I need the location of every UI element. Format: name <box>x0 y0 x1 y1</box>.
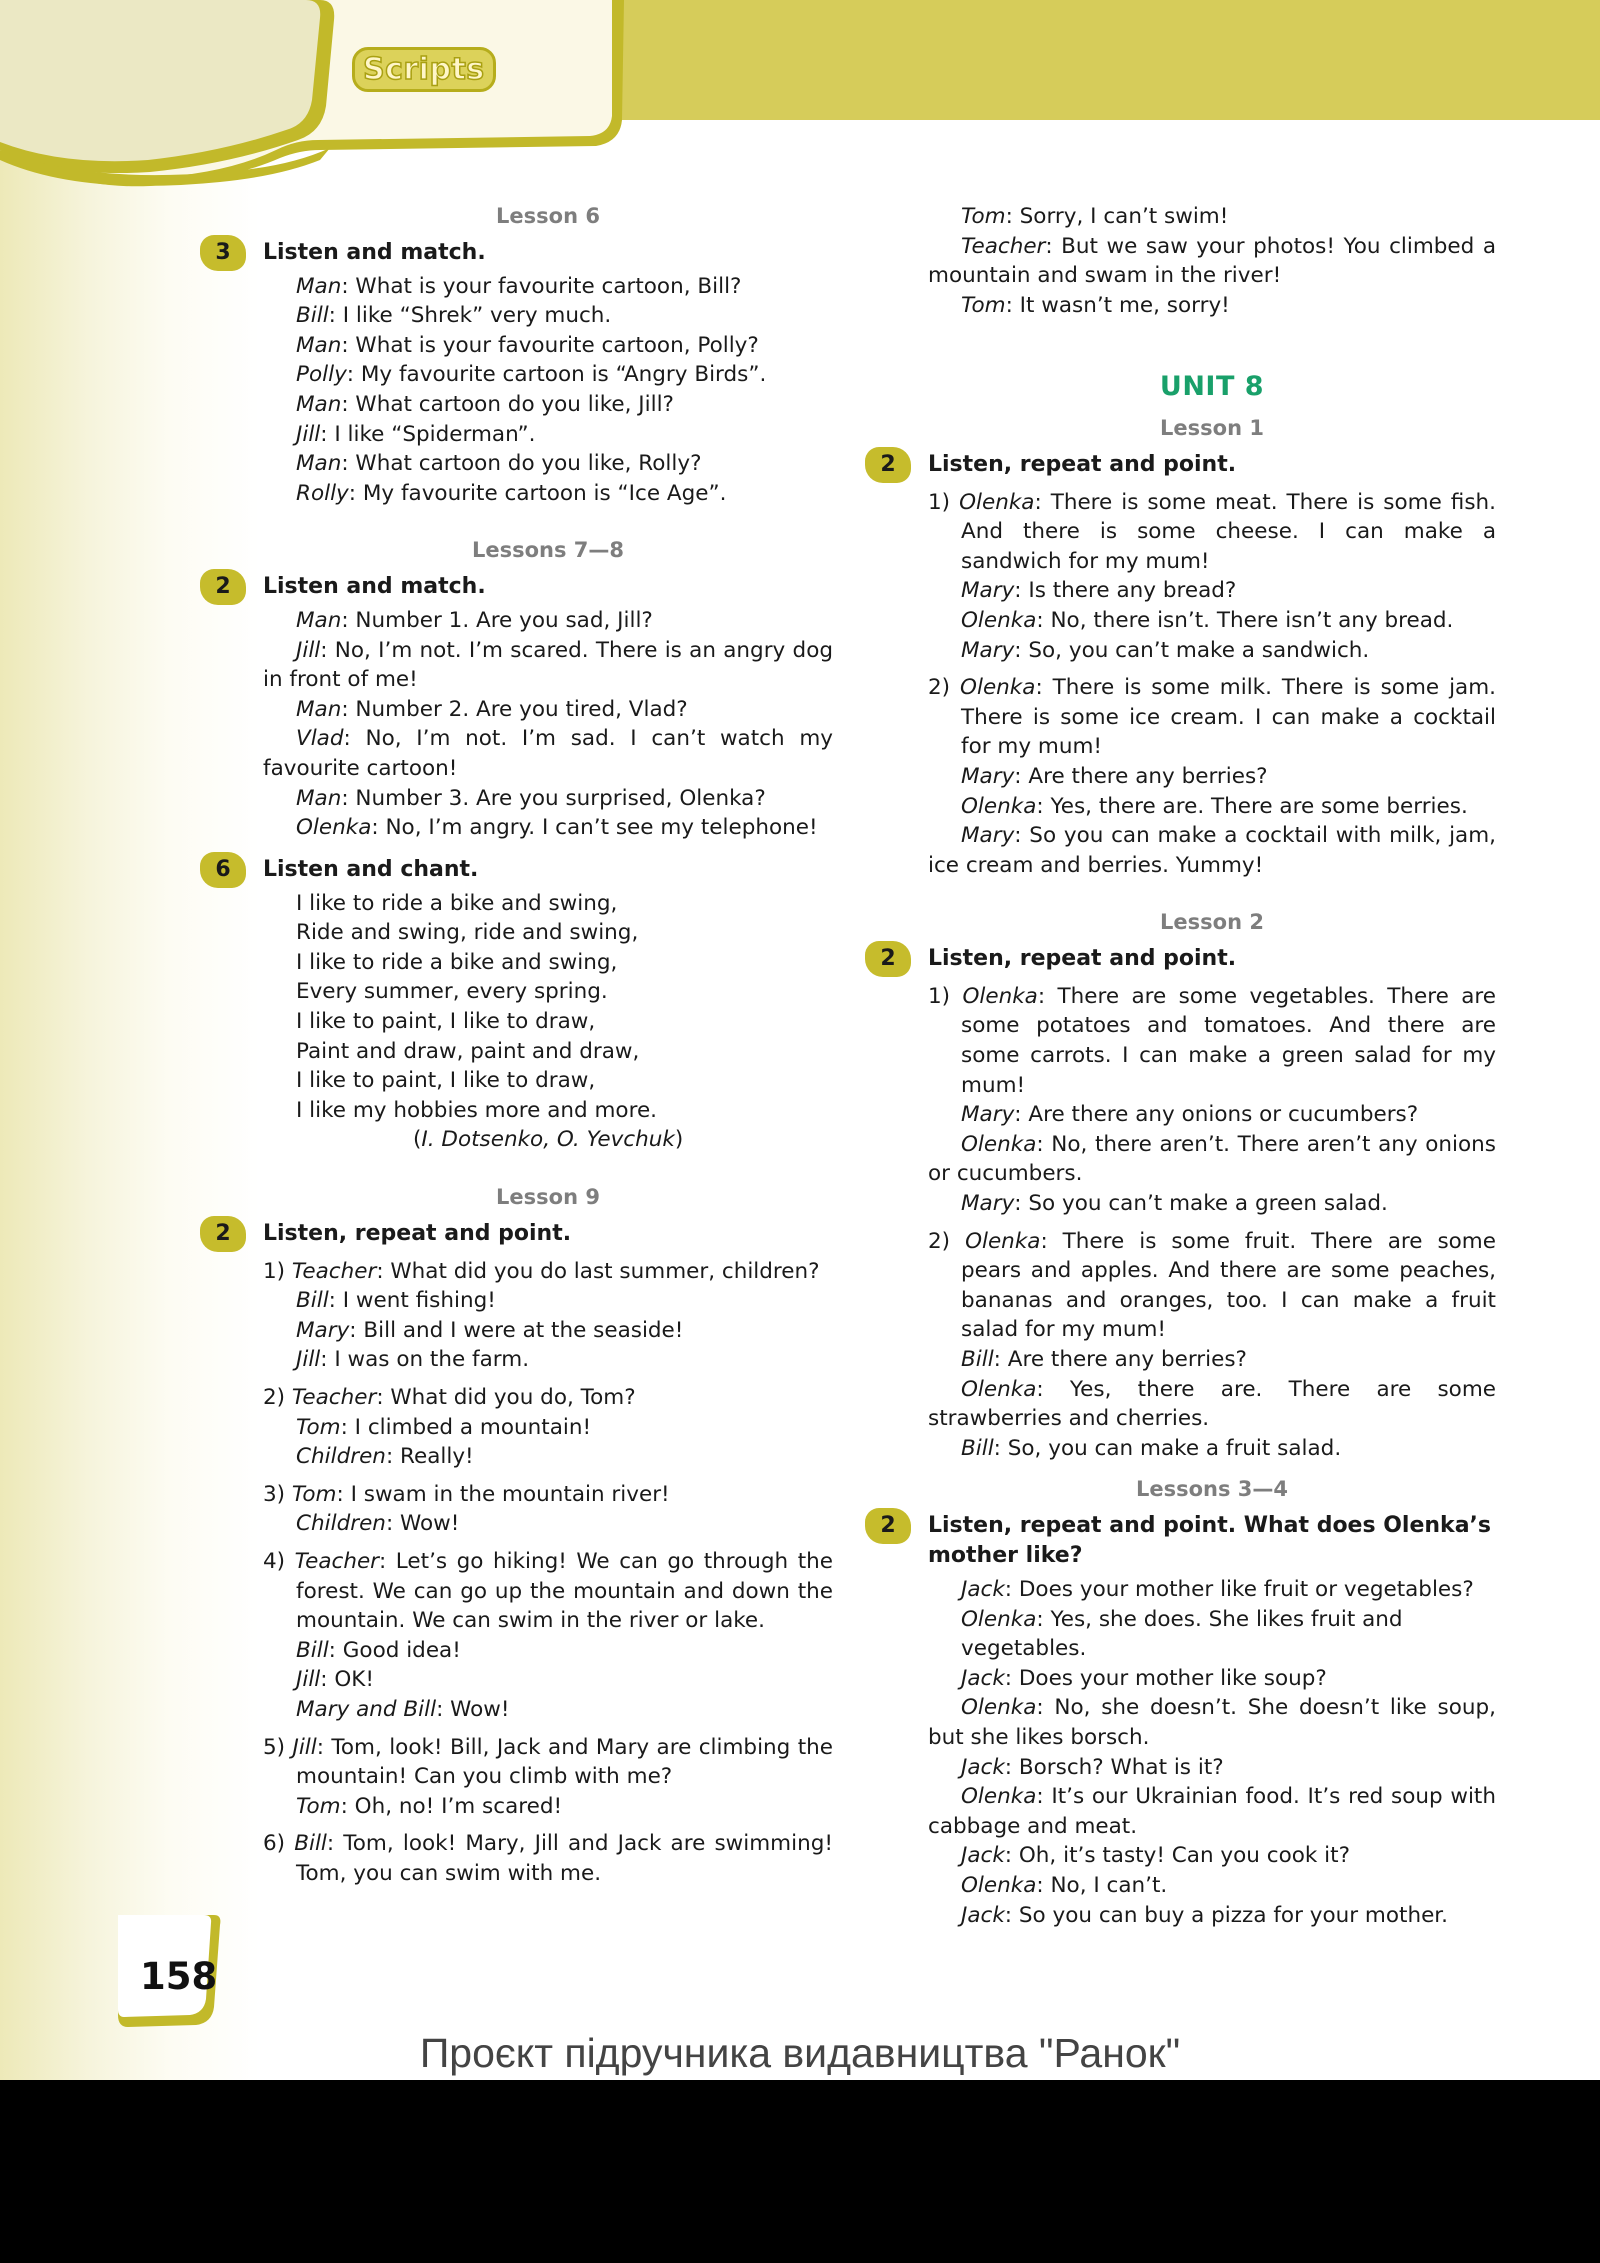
task-heading <box>215 238 833 268</box>
dialogue-line: 4) Teacher: Let’s go hiking! We can go through the forest. We can go up the mountain and down the mountain. We can swim in the river or lake. <box>263 1548 833 1634</box>
chant-line: Paint and draw, paint and draw, <box>296 1038 640 1064</box>
dialogue-line: Olenka: No, I’m angry. I can’t see my telephone! <box>296 815 818 841</box>
dialogue-line: 5) Jill: Tom, look! Bill, Jack and Mary are climbing the mountain! Can you climb with me? <box>263 1734 834 1790</box>
dialogue-line: 3) Tom: I swam in the mountain river! <box>263 1481 670 1507</box>
left-column <box>215 202 834 1889</box>
dialogue-line: Olenka: Yes, there are. There are some berries. <box>961 793 1468 819</box>
task-title: Listen, repeat and point. <box>263 1220 572 1246</box>
task-title: Listen, repeat and point. <box>928 945 1237 971</box>
chant-line: I like to ride a bike and swing, <box>296 890 618 916</box>
numbered-item <box>928 1227 1496 1464</box>
task-heading <box>215 1219 833 1249</box>
dialogue-line: 2) Olenka: There is some fruit. There are some pears and apples. And there are some peaches, bananas and oranges, too. I can make a fruit salad for my mum! <box>928 1228 1496 1343</box>
dialogue-line: Jack: Does your mother like soup? <box>961 1665 1327 1691</box>
task-number-badge: 2 <box>200 1216 246 1252</box>
task-title: Listen, repeat and point. <box>928 451 1237 477</box>
numbered-item <box>263 1547 833 1725</box>
task-heading <box>215 855 833 885</box>
dialogue-line: Man: Number 2. Are you tired, Vlad? <box>296 696 688 722</box>
lesson-heading: Lesson 6 <box>496 204 600 228</box>
numbered-item <box>263 1733 833 1822</box>
dialogue-line: Man: Number 1. Are you sad, Jill? <box>296 607 653 633</box>
dialogue-line: Olenka: Yes, there are. There are some strawberries and cherries. <box>928 1376 1496 1432</box>
dialogue-line: Mary: So you can make a cocktail with milk, jam, ice cream and berries. Yummy! <box>928 823 1496 878</box>
lesson-heading: Lesson 9 <box>496 1185 600 1210</box>
dialogue-line: 1) Teacher: What did you do last summer, children? <box>263 1258 820 1284</box>
task-number-badge: 2 <box>200 569 246 605</box>
dialogue-line: Polly: My favourite cartoon is “Angry Birds”. <box>296 362 767 388</box>
chant-line: I like to ride a bike and swing, <box>296 949 618 975</box>
chant-line: I like to paint, I like to draw, <box>296 1068 596 1094</box>
dialogue-line: Bill: I like “Shrek” very much. <box>296 303 612 329</box>
task-number-badge: 3 <box>200 235 246 271</box>
dialogue-line: Tom: I climbed a mountain! <box>296 1414 592 1440</box>
dialogue-line: Mary: So you can’t make a green salad. <box>961 1191 1388 1217</box>
dialogue-line: Jack: Borsch? What is it? <box>961 1754 1224 1780</box>
dialogue-line: Jack: So you can buy a pizza for your mother. <box>961 1902 1449 1928</box>
dialogue-line: Man: What is your favourite cartoon, Bill? <box>296 273 742 299</box>
bottom-blank-area <box>0 2080 1600 2263</box>
right-column <box>880 202 1496 1930</box>
chant-line: I like my hobbies more and more. <box>296 1097 658 1123</box>
dialogue-line: Olenka: No, there aren’t. There aren’t any onions or cucumbers. <box>928 1131 1496 1187</box>
dialogue <box>263 606 833 843</box>
dialogue-line: Tom: It wasn’t me, sorry! <box>961 292 1230 318</box>
dialogue-line: Vlad: No, I’m not. I’m sad. I can’t watch my favourite cartoon! <box>263 726 833 781</box>
task-title: Listen, repeat and point. What does Olenka’s mother like? <box>928 1512 1491 1568</box>
dialogue-line: 1) Olenka: There is some meat. There is some fish. And there is some cheese. I can make a sandwich for my mum! <box>928 489 1496 574</box>
lesson-heading: Lessons 7—8 <box>471 538 625 563</box>
task-heading <box>880 1511 1496 1571</box>
dialogue-line: 2) Teacher: What did you do, Tom? <box>263 1385 636 1410</box>
dialogue-line: 2) Olenka: There is some milk. There is some jam. There is some ice cream. I can make a cocktail for my mum! <box>928 675 1496 760</box>
chant-line: Ride and swing, ride and swing, <box>296 920 639 946</box>
dialogue-line: Mary: Is there any bread? <box>961 578 1237 604</box>
task-heading <box>880 944 1496 974</box>
task-heading <box>215 572 833 602</box>
dialogue <box>263 272 833 509</box>
dialogue-line: Jill: I like “Spiderman”. <box>296 421 536 447</box>
unit-title: UNIT 8 <box>1159 371 1265 403</box>
chant-line: Every summer, every spring. <box>296 979 608 1005</box>
dialogue-line: Jack: Oh, it’s tasty! Can you cook it? <box>961 1843 1350 1869</box>
dialogue-line: Olenka: Yes, she does. She likes fruit and vegetables. <box>961 1606 1403 1662</box>
lesson-heading: Lessons 3—4 <box>1135 1477 1289 1502</box>
dialogue-line: Jack: Does your mother like fruit or vegetables? <box>961 1576 1474 1602</box>
dialogue-line: Bill: Good idea! <box>296 1637 461 1663</box>
task-title: Listen and match. <box>263 573 486 599</box>
lesson-heading: Lesson 1 <box>1160 415 1264 440</box>
dialogue-line: Man: What cartoon do you like, Rolly? <box>296 451 702 477</box>
dialogue-line: Children: Really! <box>296 1444 474 1470</box>
dialogue-line: Olenka: It’s our Ukrainian food. It’s red soup with cabbage and meat. <box>928 1784 1496 1839</box>
numbered-item <box>263 1829 833 1888</box>
dialogue-line: 1) Olenka: There are some vegetables. There are some potatoes and tomatoes. And there are some carrots. I can make a green salad for my mum! <box>928 983 1496 1098</box>
numbered-item <box>928 982 1496 1219</box>
dialogue-line: Bill: Are there any berries? <box>961 1347 1247 1372</box>
dialogue-line: Rolly: My favourite cartoon is “Ice Age”. <box>296 480 727 506</box>
task-title: Listen and chant. <box>263 856 479 882</box>
numbered-item <box>928 488 1496 666</box>
dialogue-line: Jill: No, I’m not. I’m scared. There is an angry dog in front of me! <box>263 637 833 693</box>
dialogue-line: Olenka: No, I can’t. <box>961 1872 1168 1898</box>
task-number-badge: 2 <box>865 1508 911 1544</box>
task-number-badge: 2 <box>865 941 911 977</box>
task-number-badge: 6 <box>200 852 246 888</box>
task-number-badge: 2 <box>865 447 911 483</box>
dialogue <box>928 202 1496 320</box>
dialogue-line: Olenka: No, there isn’t. There isn’t any bread. <box>961 607 1454 633</box>
task-heading <box>880 450 1496 480</box>
dialogue-line: Bill: So, you can make a fruit salad. <box>961 1435 1342 1461</box>
dialogue-line: Olenka: No, she doesn’t. She doesn’t like soup, but she likes borsch. <box>928 1695 1496 1750</box>
dialogue-line: Tom: Oh, no! I’m scared! <box>296 1793 563 1819</box>
dialogue-line: Children: Wow! <box>296 1511 460 1537</box>
dialogue-line: Man: Number 3. Are you surprised, Olenka? <box>296 785 766 811</box>
numbered-item <box>263 1257 833 1375</box>
watermark-text: Проєкт підручника видавництва "Ранок" <box>419 2030 1181 2076</box>
dialogue <box>928 1575 1496 1930</box>
numbered-item <box>263 1383 833 1472</box>
dialogue-line: Mary: Are there any onions or cucumbers? <box>961 1102 1419 1128</box>
dialogue-line: Mary: Bill and I were at the seaside! <box>296 1317 684 1343</box>
numbered-item <box>928 673 1496 880</box>
chant <box>263 889 833 1155</box>
dialogue-line: Mary and Bill: Wow! <box>296 1696 510 1722</box>
numbered-item <box>263 1480 833 1539</box>
task-title: Listen and match. <box>263 239 486 265</box>
chant-line: I like to paint, I like to draw, <box>296 1009 596 1035</box>
dialogue-line: Jill: I was on the farm. <box>296 1347 530 1373</box>
page-number: 158 <box>140 1955 218 1998</box>
dialogue-line: Man: What is your favourite cartoon, Polly? <box>296 332 759 358</box>
dialogue-line: Bill: I went fishing! <box>296 1288 496 1314</box>
dialogue-line: Teacher: But we saw your photos! You climbed a mountain and swam in the river! <box>928 233 1496 289</box>
dialogue-line: Man: What cartoon do you like, Jill? <box>296 391 674 417</box>
dialogue-line: Mary: Are there any berries? <box>961 763 1268 789</box>
section-label: Scripts <box>352 47 496 92</box>
dialogue-line: Mary: So, you can’t make a sandwich. <box>961 637 1370 663</box>
dialogue-line: 6) Bill: Tom, look! Mary, Jill and Jack are swimming! Tom, you can swim with me. <box>263 1831 833 1886</box>
dialogue-line: Tom: Sorry, I can’t swim! <box>961 204 1229 229</box>
chant-credit: (I. Dotsenko, O. Yevchuk) <box>413 1127 684 1153</box>
lesson-heading: Lesson 2 <box>1160 910 1264 935</box>
header-tab-shape <box>0 0 640 200</box>
dialogue-line: Jill: OK! <box>296 1667 374 1693</box>
